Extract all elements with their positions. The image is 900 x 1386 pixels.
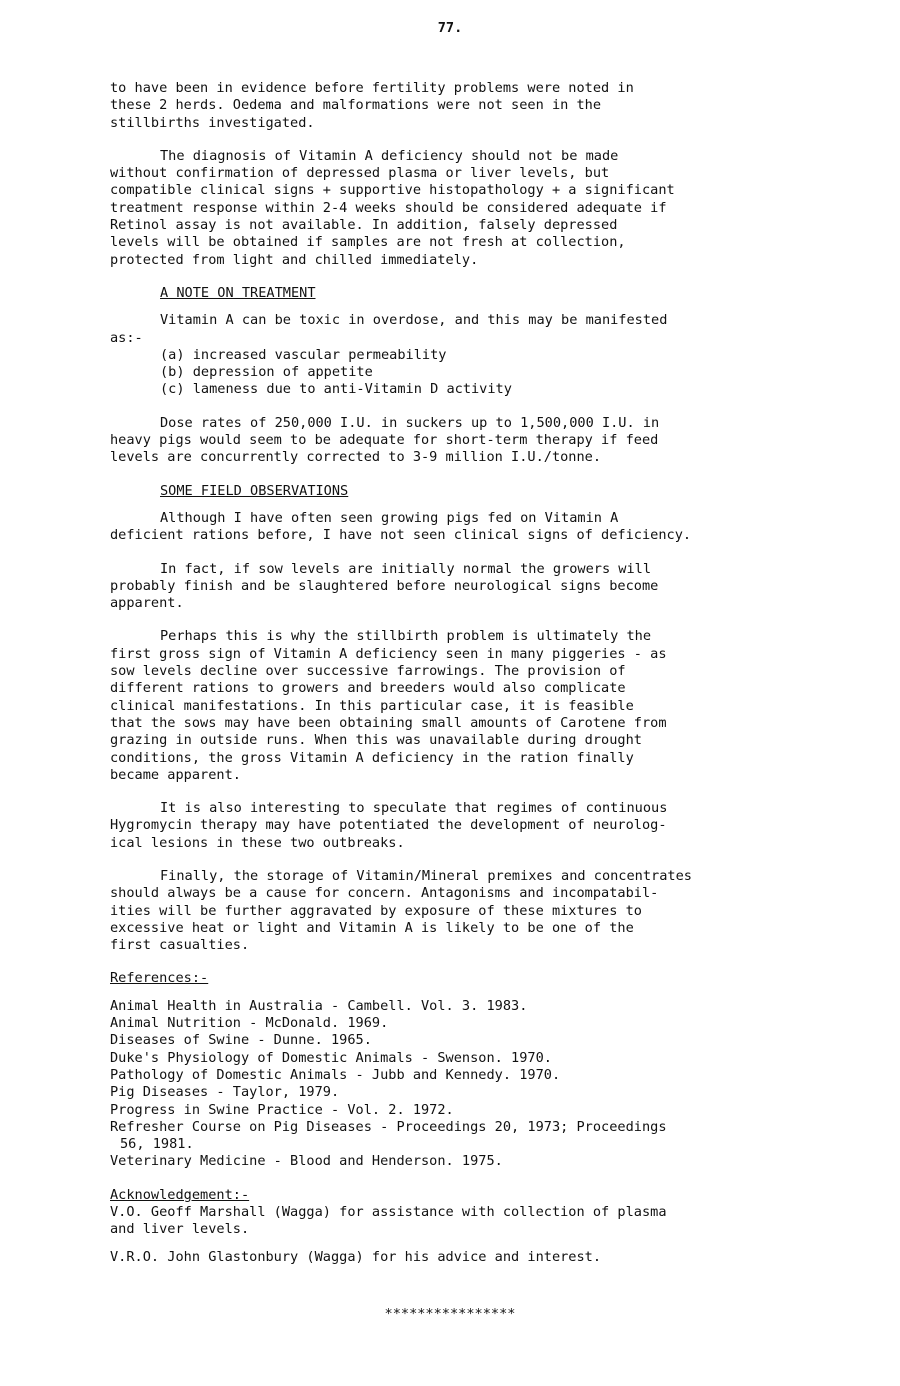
treatment-item: (a) increased vascular permeability [160, 346, 447, 363]
reference-item: Diseases of Swine - Dunne. 1965. [110, 1032, 372, 1049]
field-paragraph-3: Perhaps this is why the stillbirth problem is ultimately the first gross sign of Vitamin A deficiency seen in many piggeries - as sow levels decline over successive farrowings. The provision of different rations to growers and breeders would also complicate clinical manifestations. In this particular case, it is feasible that the sows may have been obtaining small amounts of Carotene from grazing in outside runs. When this was unavailable during drought conditions, the gross Vitamin A deficiency in the ration finally became apparent. [110, 628, 667, 783]
reference-item: Veterinary Medicine - Blood and Henderson. 1975. [110, 1153, 503, 1170]
acknowledgement-2: V.R.O. John Glastonbury (Wagga) for his advice and interest. [110, 1248, 602, 1265]
reference-item: Progress in Swine Practice - Vol. 2. 1972. [110, 1101, 454, 1118]
treatment-list [160, 347, 820, 399]
treatment-heading: A NOTE ON TREATMENT [160, 284, 316, 301]
page-number: 77. [437, 20, 463, 36]
references-list [110, 998, 820, 1171]
field-paragraph-2: In fact, if sow levels are initially normal the growers will probably finish and be slaughtered before neurological signs become apparent. [110, 560, 659, 612]
reference-item: Pig Diseases - Taylor, 1979. [110, 1084, 340, 1101]
reference-item: Pathology of Domestic Animals - Jubb and Kennedy. 1970. [110, 1066, 561, 1083]
field-paragraph-5: Finally, the storage of Vitamin/Mineral premixes and concentrates should always be a cause for concern. Antagonisms and incompatabil- ities will be further aggravated by exposure of these mixtures to excessive heat or light and Vitamin A is likely to be one of the first casualties. [110, 867, 692, 954]
reference-item: Animal Nutrition - McDonald. 1969. [110, 1015, 389, 1032]
reference-item: Duke's Physiology of Domestic Animals - Swenson. 1970. [110, 1049, 552, 1066]
end-of-section-mark: **************** [384, 1306, 516, 1322]
reference-item: Refresher Course on Pig Diseases - Proceedings 20, 1973; Proceedings 56, 1981. [110, 1118, 667, 1153]
diagnosis-paragraph: The diagnosis of Vitamin A deficiency should not be made without confirmation of depressed plasma or liver levels, but compatible clinical signs + supportive histopathology + a significant treatment response within 2-4 weeks should be considered adequate if Retinol assay is not available. In addition, falsely depressed levels will be obtained if samples are not fresh at collection, protected from light and chilled immediately. [110, 147, 675, 268]
references-heading: References:- [110, 970, 209, 987]
acknowledgement-1: V.O. Geoff Marshall (Wagga) for assistance with collection of plasma and liver levels. [110, 1204, 667, 1238]
treatment-item: (b) depression of appetite [160, 364, 373, 381]
treatment-item: (c) lameness due to anti-Vitamin D activity [160, 381, 512, 398]
field-paragraph-1: Although I have often seen growing pigs fed on Vitamin A deficient rations before, I have not seen clinical signs of deficiency. [110, 509, 692, 544]
dose-paragraph: Dose rates of 250,000 I.U. in suckers up to 1,500,000 I.U. in heavy pigs would seem to be adequate for short-term therapy if feed levels are concurrently corrected to 3-9 million I.U./tonne. [110, 414, 660, 466]
reference-item: Animal Health in Australia - Cambell. Vol. 3. 1983. [110, 997, 528, 1014]
intro-paragraph: to have been in evidence before fertility problems were noted in these 2 herds. Oedema and malformations were not seen in the stillbirths investigated. [110, 80, 634, 131]
document-body [110, 80, 820, 1282]
acknowledgement-heading: Acknowledgement:- [110, 1186, 250, 1203]
field-paragraph-4: It is also interesting to speculate that regimes of continuous Hygromycin therapy may have potentiated the development of neurolog- ical lesions in these two outbreaks. [110, 800, 668, 851]
treatment-paragraph: Vitamin A can be toxic in overdose, and this may be manifested as:- [110, 312, 668, 346]
field-observations-heading: SOME FIELD OBSERVATIONS [160, 482, 349, 499]
